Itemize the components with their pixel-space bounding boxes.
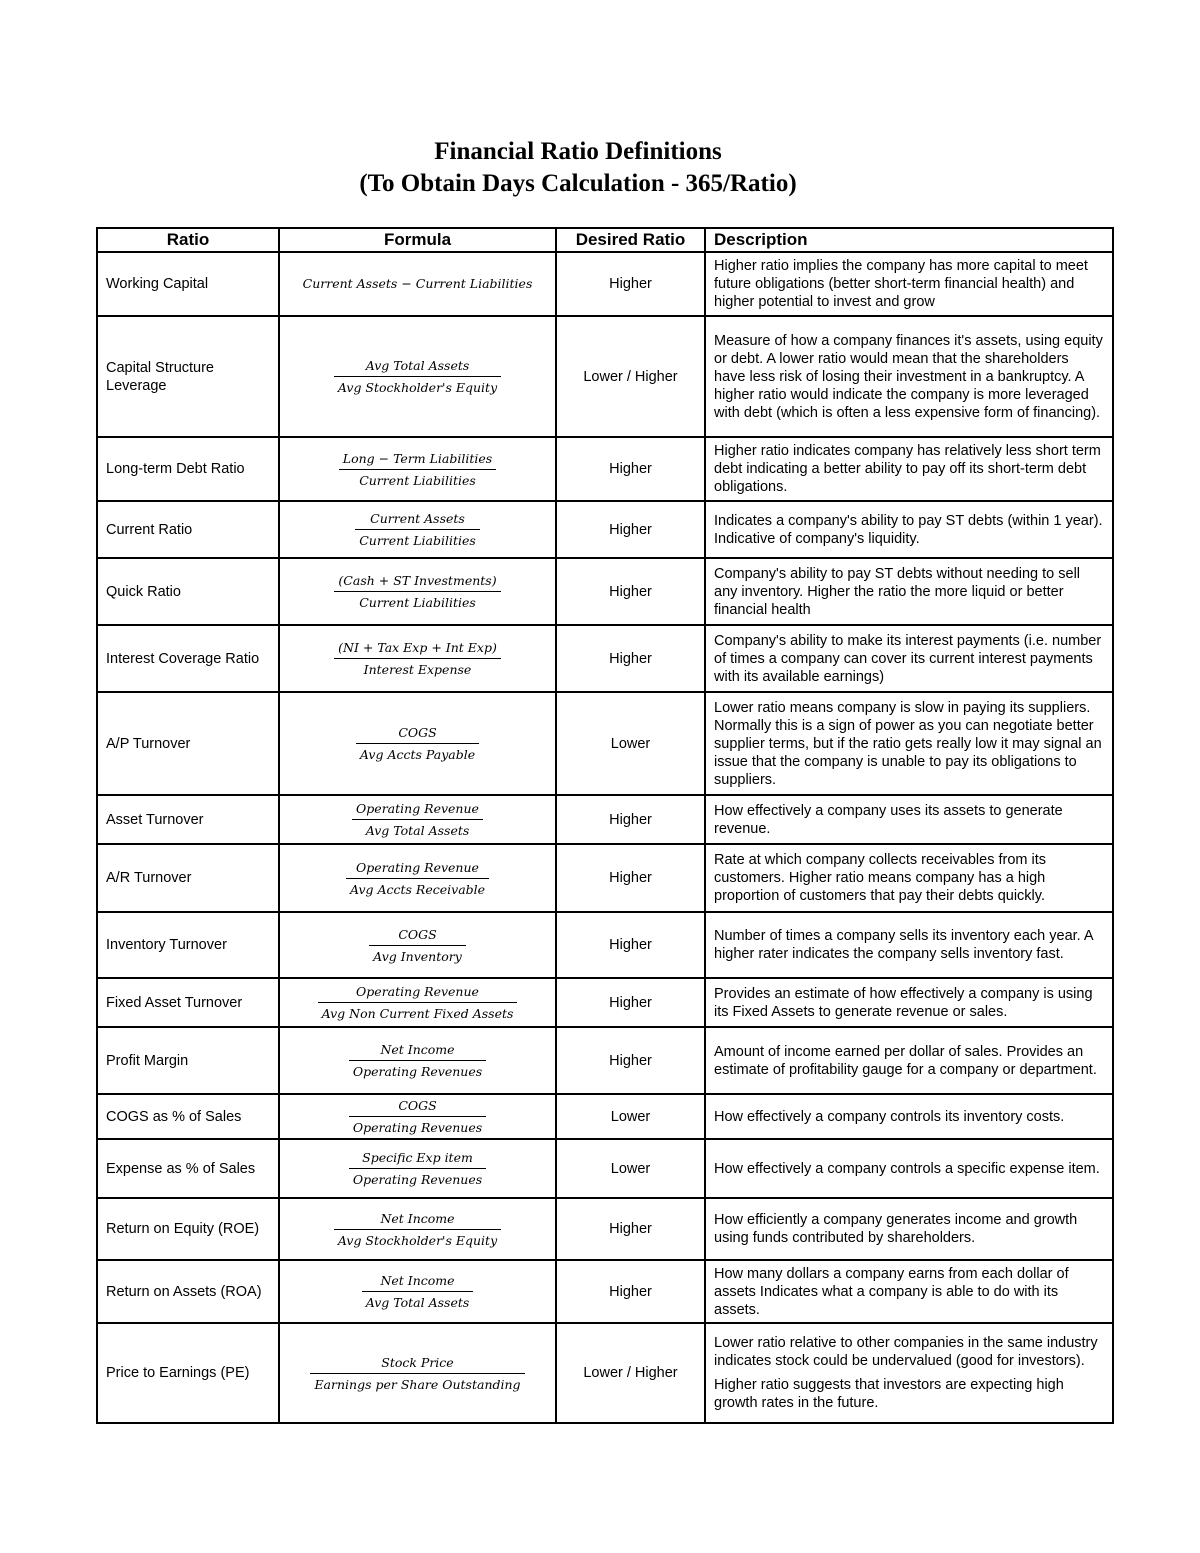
header-description: Description [705,228,1113,252]
description: How effectively a company controls a specific expense item. [705,1139,1113,1198]
description: Indicates a company's ability to pay ST debts (within 1 year). Indicative of company's liquidity. [705,501,1113,558]
header-desired-ratio: Desired Ratio [556,228,705,252]
header-row [97,228,1113,252]
title-line-2: (To Obtain Days Calculation - 365/Ratio) [359,170,797,197]
formula-denominator: Operating Revenues [352,1120,483,1135]
formula-numerator: Current Assets [355,510,480,530]
formula [279,252,556,316]
formula-denominator: Avg Inventory [373,948,462,964]
ratio-name: Return on Assets (ROA) [97,1260,279,1323]
formula [279,558,556,625]
formula [279,912,556,978]
table-row [97,558,1113,625]
description [705,1323,1113,1423]
formula-numerator: Net Income [334,1210,501,1230]
table-row [97,1323,1113,1423]
formula-denominator: Current Liabilities [359,533,476,548]
description: Company's ability to pay ST debts without needing to sell any inventory. Higher the ratio the more liquid or better financial health [705,558,1113,625]
formula-fraction [355,510,480,549]
formula-fraction [334,357,501,396]
formula-fraction [349,1041,486,1080]
formula-text: Current Assets − Current Liabilities [302,276,533,291]
ratio-name: A/R Turnover [97,844,279,912]
formula [279,1260,556,1323]
description: How efficiently a company generates income and growth using funds contributed by shareholders. [705,1198,1113,1260]
formula-fraction [349,1097,486,1136]
desired-ratio: Higher [556,437,705,501]
ratio-name: Return on Equity (ROE) [97,1198,279,1260]
desired-ratio: Lower / Higher [556,1323,705,1423]
ratio-name: Fixed Asset Turnover [97,978,279,1027]
formula-fraction [362,1272,474,1311]
formula [279,1139,556,1198]
formula-denominator: Operating Revenues [352,1172,483,1187]
ratio-name: A/P Turnover [97,692,279,795]
ratio-name: Asset Turnover [97,795,279,844]
ratio-name: COGS as % of Sales [97,1094,279,1139]
formula-fraction [369,926,466,965]
desired-ratio: Higher [556,1198,705,1260]
table-row [97,1139,1113,1198]
formula-fraction [334,572,500,611]
desired-ratio: Higher [556,252,705,316]
desired-ratio: Higher [556,795,705,844]
formula-denominator: Current Liabilities [359,595,476,610]
table-row [97,1260,1113,1323]
formula-numerator: Net Income [349,1041,486,1061]
ratio-name: Current Ratio [97,501,279,558]
ratio-table [96,227,1114,1424]
formula-numerator: Long − Term Liabilities [339,450,496,470]
formula [279,501,556,558]
desired-ratio: Lower / Higher [556,316,705,437]
formula-fraction [346,859,489,898]
formula-numerator: Specific Exp item [349,1149,486,1169]
table-row [97,795,1113,844]
ratio-name: Price to Earnings (PE) [97,1323,279,1423]
formula-fraction [334,639,501,678]
formula-fraction [318,983,518,1022]
formula-denominator: Avg Total Assets [365,823,470,838]
formula-denominator: Avg Accts Payable [359,747,476,762]
formula-numerator: Net Income [362,1272,474,1292]
description: Number of times a company sells its inventory each year. A higher rater indicates the company sells inventory fast. [705,912,1113,978]
document-title [0,136,1156,200]
description: How effectively a company uses its assets to generate revenue. [705,795,1113,844]
desired-ratio: Higher [556,1027,705,1094]
formula-numerator: COGS [369,926,466,946]
table-row [97,912,1113,978]
formula-numerator: (Cash + ST Investments) [334,572,500,592]
formula [279,1027,556,1094]
ratio-name: Inventory Turnover [97,912,279,978]
table-row [97,437,1113,501]
description: How effectively a company controls its inventory costs. [705,1094,1113,1139]
description-paragraph: Lower ratio relative to other companies in the same industry indicates stock could be undervalued (good for investors). [714,1335,1098,1369]
ratio-name: Expense as % of Sales [97,1139,279,1198]
formula-numerator: Operating Revenue [346,859,489,879]
ratio-name: Interest Coverage Ratio [97,625,279,692]
description-paragraph: Higher ratio suggests that investors are expecting high growth rates in the future. [714,1377,1064,1411]
table-row [97,252,1113,316]
formula-denominator: Avg Stockholder's Equity [337,1232,498,1248]
description: Higher ratio indicates company has relatively less short term debt indicating a better ability to pay off its short-term debt obligations. [705,437,1113,501]
ratio-name: Working Capital [97,252,279,316]
description: Rate at which company collects receivables from its customers. Higher ratio means company has a high proportion of customers that pay their debts quickly. [705,844,1113,912]
formula-denominator: Avg Stockholder's Equity [337,380,498,395]
description: Amount of income earned per dollar of sales. Provides an estimate of profitability gauge for a company or department. [705,1027,1113,1094]
description: Provides an estimate of how effectively a company is using its Fixed Assets to generate revenue or sales. [705,978,1113,1027]
description: Measure of how a company finances it's assets, using equity or debt. A lower ratio would mean that the shareholders have less risk of losing their investment in a bankruptcy. A higher ratio would indicate the company is more leveraged with debt (which is often a less expensive form of financing). [705,316,1113,437]
desired-ratio: Lower [556,1094,705,1139]
header-formula: Formula [279,228,556,252]
description: Company's ability to make its interest payments (i.e. number of times a company can cover its current interest payments with its available earnings) [705,625,1113,692]
description: Higher ratio implies the company has more capital to meet future obligations (better short-term financial health) and higher potential to invest and grow [705,252,1113,316]
formula [279,1198,556,1260]
formula-fraction [356,724,479,763]
table-row [97,501,1113,558]
formula-numerator: Operating Revenue [352,800,483,820]
ratio-name: Profit Margin [97,1027,279,1094]
formula [279,437,556,501]
description: Lower ratio means company is slow in paying its suppliers. Normally this is a sign of power as you can negotiate better supplier terms, but if the ratio gets really low it may signal an issue that the company is unable to pay its obligations to suppliers. [705,692,1113,795]
desired-ratio: Lower [556,692,705,795]
formula [279,625,556,692]
formula [279,692,556,795]
desired-ratio: Higher [556,558,705,625]
title-line-1: Financial Ratio Definitions [434,138,722,165]
formula [279,795,556,844]
formula [279,978,556,1027]
formula-fraction [310,1354,524,1393]
formula-denominator: Operating Revenues [352,1064,483,1079]
formula-numerator: COGS [356,724,479,744]
formula-fraction [339,450,496,489]
formula-numerator: Operating Revenue [318,983,518,1003]
formula-fraction [352,800,483,839]
description: How many dollars a company earns from each dollar of assets Indicates what a company is able to do with its assets. [705,1260,1113,1323]
ratio-name: Quick Ratio [97,558,279,625]
formula-denominator: Current Liabilities [359,472,476,488]
formula-denominator: Avg Total Assets [365,1295,470,1310]
formula [279,1094,556,1139]
header-ratio: Ratio [97,228,279,252]
desired-ratio: Higher [556,625,705,692]
table-row [97,1094,1113,1139]
formula [279,844,556,912]
table-row [97,978,1113,1027]
desired-ratio: Higher [556,1260,705,1323]
desired-ratio: Lower [556,1139,705,1198]
table-row [97,316,1113,437]
formula [279,1323,556,1423]
table-row [97,692,1113,795]
formula-denominator: Avg Non Current Fixed Assets [321,1006,514,1021]
formula-fraction [334,1210,501,1249]
table-row [97,1027,1113,1094]
formula [279,316,556,437]
formula-numerator: COGS [349,1097,486,1117]
formula-numerator: Stock Price [310,1354,524,1374]
table-row [97,844,1113,912]
formula-fraction [349,1149,486,1188]
ratio-name: Capital Structure Leverage [97,316,279,437]
desired-ratio: Higher [556,501,705,558]
formula-denominator: Earnings per Share Outstanding [314,1376,521,1392]
formula-denominator: Interest Expense [363,662,472,677]
table-row [97,625,1113,692]
formula-numerator: Avg Total Assets [334,357,501,377]
ratio-name: Long-term Debt Ratio [97,437,279,501]
formula-numerator: (NI + Tax Exp + Int Exp) [334,639,501,659]
formula-denominator: Avg Accts Receivable [349,881,486,897]
desired-ratio: Higher [556,844,705,912]
desired-ratio: Higher [556,912,705,978]
table-row [97,1198,1113,1260]
desired-ratio: Higher [556,978,705,1027]
